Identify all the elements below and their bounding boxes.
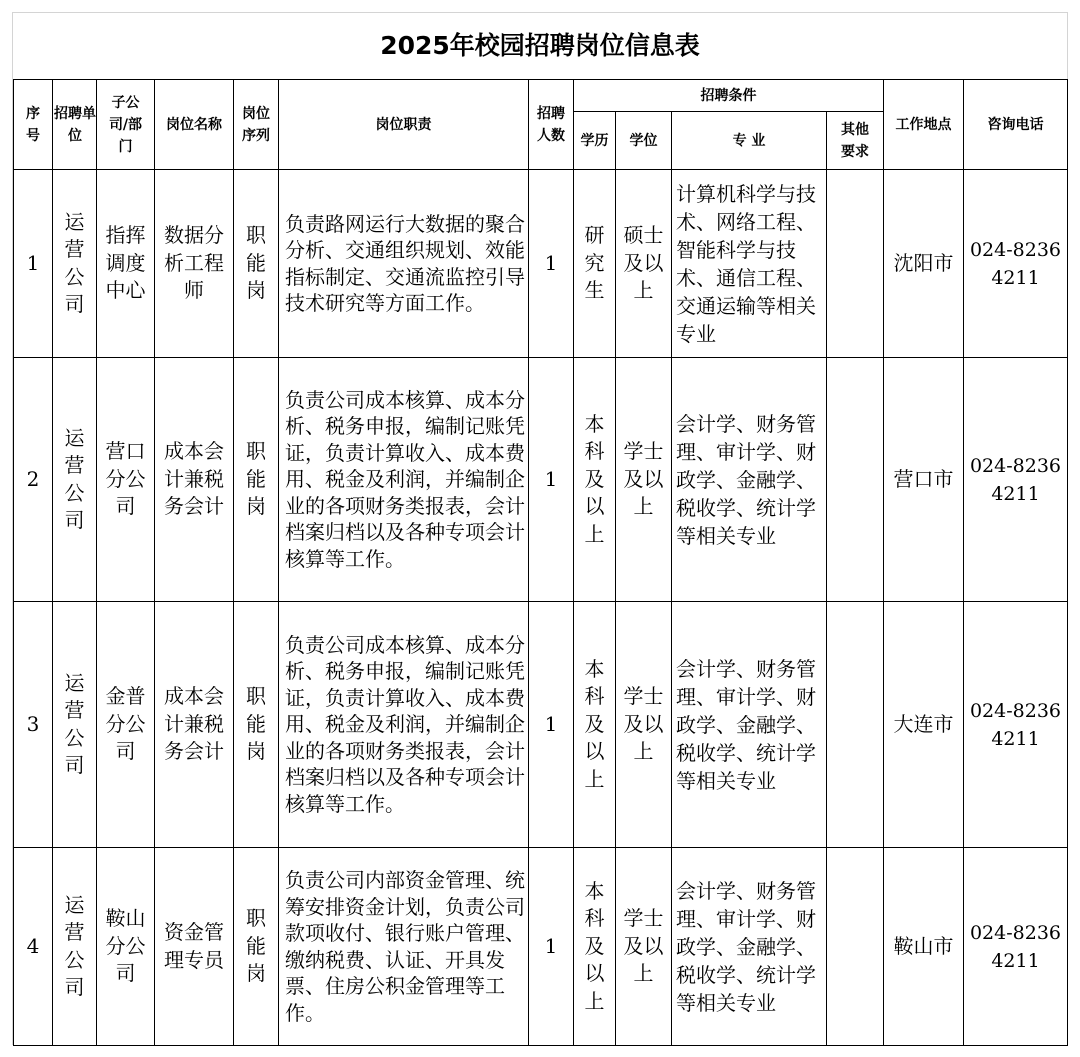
header-seq: 序号: [14, 80, 53, 170]
cell-major: 会计学、财务管理、审计学、财政学、金融学、税收学、统计学等相关专业: [672, 602, 827, 848]
header-phone: 咨询电话: [964, 80, 1068, 170]
table-row: [14, 170, 1068, 358]
cell-location: 鞍山市: [884, 848, 964, 1046]
cell-major: 会计学、财务管理、审计学、财政学、金融学、税收学、统计学等相关专业: [672, 358, 827, 602]
cell-other: [827, 358, 884, 602]
header-duty: 岗位职责: [279, 80, 529, 170]
cell-position: 成本会计兼税务会计: [155, 358, 234, 602]
header-education: 学历: [574, 112, 616, 170]
cell-other: [827, 848, 884, 1046]
header-conditions: 招聘条件: [574, 80, 884, 112]
cell-phone: 024-82364211: [964, 358, 1068, 602]
cell-unit: 运营公司: [53, 170, 97, 358]
cell-category: 职能岗: [234, 848, 279, 1046]
table-row: [14, 358, 1068, 602]
header-count: 招聘人数: [529, 80, 574, 170]
cell-education: 本科及以上: [574, 602, 616, 848]
cell-duty: 负责公司内部资金管理、统筹安排资金计划，负责公司款项收付、银行账户管理、缴纳税费、认证、开具发票、住房公积金管理等工作。: [279, 848, 529, 1046]
cell-dept: 指挥调度中心: [97, 170, 155, 358]
cell-education: 研究生: [574, 170, 616, 358]
header-position: 岗位名称: [155, 80, 234, 170]
table-row: [14, 848, 1068, 1046]
cell-other: [827, 602, 884, 848]
cell-seq: 3: [14, 602, 53, 848]
cell-unit: 运营公司: [53, 848, 97, 1046]
cell-unit: 运营公司: [53, 602, 97, 848]
recruitment-sheet: [12, 12, 1068, 1045]
cell-seq: 4: [14, 848, 53, 1046]
cell-phone: 024-82364211: [964, 602, 1068, 848]
header-dept: 子公司/部门: [97, 80, 155, 170]
cell-dept: 营口分公司: [97, 358, 155, 602]
recruitment-table: [13, 79, 1068, 1046]
cell-degree: 硕士及以上: [616, 170, 672, 358]
cell-duty: 负责公司成本核算、成本分析、税务申报，编制记账凭证，负责计算收入、成本费用、税金及利润，并编制企业的各项财务类报表，会计档案归档以及各种专项会计核算等工作。: [279, 602, 529, 848]
cell-duty: 负责公司成本核算、成本分析、税务申报，编制记账凭证，负责计算收入、成本费用、税金及利润，并编制企业的各项财务类报表，会计档案归档以及各种专项会计核算等工作。: [279, 358, 529, 602]
cell-degree: 学士及以上: [616, 358, 672, 602]
cell-major: 会计学、财务管理、审计学、财政学、金融学、税收学、统计学等相关专业: [672, 848, 827, 1046]
header-location: 工作地点: [884, 80, 964, 170]
cell-degree: 学士及以上: [616, 602, 672, 848]
cell-other: [827, 170, 884, 358]
cell-position: 成本会计兼税务会计: [155, 602, 234, 848]
header-category: 岗位序列: [234, 80, 279, 170]
cell-location: 大连市: [884, 602, 964, 848]
cell-count: 1: [529, 358, 574, 602]
cell-dept: 金普分公司: [97, 602, 155, 848]
cell-education: 本科及以上: [574, 848, 616, 1046]
cell-seq: 2: [14, 358, 53, 602]
cell-phone: 024-82364211: [964, 848, 1068, 1046]
cell-category: 职能岗: [234, 602, 279, 848]
cell-count: 1: [529, 848, 574, 1046]
cell-degree: 学士及以上: [616, 848, 672, 1046]
header-major: 专 业: [672, 112, 827, 170]
cell-location: 营口市: [884, 358, 964, 602]
table-row: [14, 602, 1068, 848]
cell-major: 计算机科学与技术、网络工程、智能科学与技术、通信工程、交通运输等相关专业: [672, 170, 827, 358]
header-unit: 招聘单位: [53, 80, 97, 170]
cell-position: 数据分析工程师: [155, 170, 234, 358]
cell-count: 1: [529, 602, 574, 848]
cell-duty: 负责路网运行大数据的聚合分析、交通组织规划、效能指标制定、交通流监控引导技术研究等方面工作。: [279, 170, 529, 358]
header-degree: 学位: [616, 112, 672, 170]
cell-unit: 运营公司: [53, 358, 97, 602]
cell-location: 沈阳市: [884, 170, 964, 358]
cell-phone: 024-82364211: [964, 170, 1068, 358]
header-other: 其他要求: [827, 112, 884, 170]
cell-seq: 1: [14, 170, 53, 358]
cell-dept: 鞍山分公司: [97, 848, 155, 1046]
cell-education: 本科及以上: [574, 358, 616, 602]
cell-position: 资金管理专员: [155, 848, 234, 1046]
cell-category: 职能岗: [234, 358, 279, 602]
cell-count: 1: [529, 170, 574, 358]
page-title: 2025年校园招聘岗位信息表: [380, 31, 700, 60]
cell-category: 职能岗: [234, 170, 279, 358]
